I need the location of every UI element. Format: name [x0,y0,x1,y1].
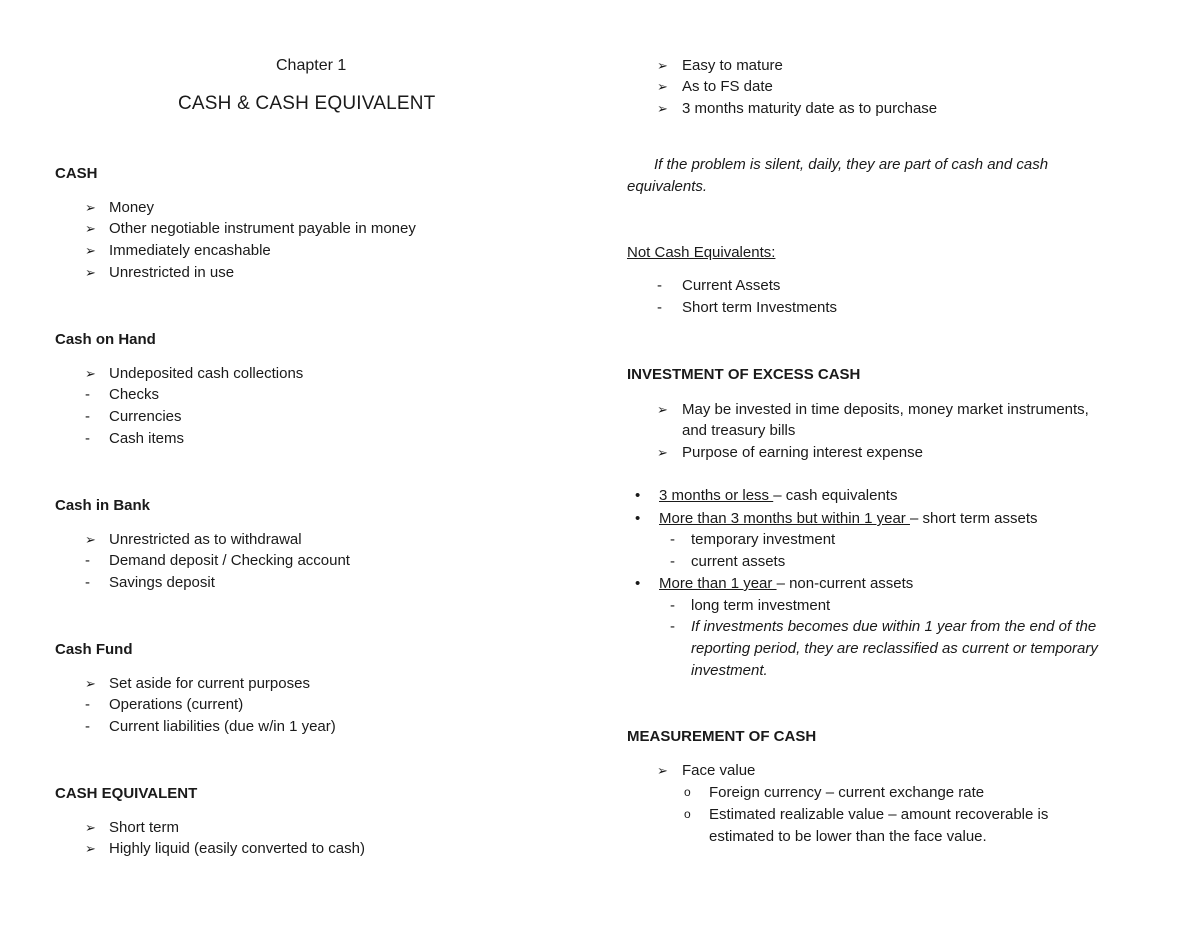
section-heading-measurement: MEASUREMENT OF CASH [627,728,817,745]
page-title: CASH & CASH EQUIVALENT [178,93,436,114]
dash-bullet-icon: - [85,408,90,425]
dot-bullet-icon: • [635,575,641,592]
chapter-label: Chapter 1 [276,57,347,74]
list-item: ➢ Other negotiable instrument payable in money [85,220,416,237]
list-cash-equivalent [85,817,565,860]
list-item: - Savings deposit [85,574,215,591]
list-item: - Current liabilities (due w/in 1 year) [85,718,336,735]
list-item: ➢ Easy to mature [657,57,783,74]
arrow-bullet-icon: ➢ [657,445,668,460]
list-item: May be invested in time deposits, money market instruments, [682,401,1089,418]
dash-bullet-icon: - [85,696,90,713]
list-item: Purpose of earning interest expense [682,444,923,461]
list-item: ➢ As to FS date [657,78,773,95]
list-cash-on-hand [85,363,565,450]
list-item: current assets [691,553,786,570]
list-item: ➢ Unrestricted in use [85,264,235,281]
dash-bullet-icon: - [670,618,675,635]
note-line: equivalents. [627,178,708,195]
list-cash-equivalent-continued [657,55,1157,120]
list-item-continued: investment. [691,662,768,679]
list-item-continued: estimated to be lower than the face value. [709,828,987,845]
list-item: - Current Assets [657,277,781,294]
list-item-continued: and treasury bills [682,422,796,439]
list-item: ➢ Immediately encashable [85,242,271,259]
arrow-bullet-icon: ➢ [85,820,96,835]
note-line: If the problem is silent, daily, they are part of cash and cash [654,156,1049,173]
not-cash-heading: Not Cash Equivalents: [627,244,776,261]
arrow-bullet-icon: ➢ [85,841,96,856]
dash-bullet-icon: - [85,386,90,403]
arrow-bullet-icon: ➢ [85,265,96,280]
arrow-bullet-icon: ➢ [657,402,668,417]
list-cash-in-bank [85,529,565,594]
dash-bullet-icon: - [670,597,675,614]
list-item: - Operations (current) [85,696,244,713]
section-heading-investment: INVESTMENT OF EXCESS CASH [627,366,861,383]
list-item: ➢ Money [85,199,155,216]
list-cash-fund [85,673,565,738]
list-item: More than 3 months but within 1 year – short term assets [659,510,1038,527]
list-item: ➢ Highly liquid (easily converted to cash) [85,840,365,857]
list-item: ➢ Unrestricted as to withdrawal [85,531,302,548]
list-not-cash [657,275,1157,319]
dash-bullet-icon: - [85,574,90,591]
list-item: - Currencies [85,408,182,425]
section-heading-cash-equivalent: CASH EQUIVALENT [55,785,198,802]
list-item: - Checks [85,386,160,403]
arrow-bullet-icon: ➢ [657,101,668,116]
list-item: ➢ Undeposited cash collections [85,365,304,382]
arrow-bullet-icon: ➢ [85,676,96,691]
dash-bullet-icon: - [85,430,90,447]
list-cash [85,197,565,284]
list-item: More than 1 year – non-current assets [659,575,914,592]
list-item: - Short term Investments [657,299,838,316]
section-heading-cash-on-hand: Cash on Hand [55,331,156,348]
list-item: long term investment [691,597,831,614]
list-item: - Demand deposit / Checking account [85,552,350,569]
section-heading-cash-fund: Cash Fund [55,641,133,658]
arrow-bullet-icon: ➢ [657,58,668,73]
circle-bullet-icon: o [684,785,691,799]
dash-bullet-icon: - [657,299,662,316]
list-item: temporary investment [691,531,836,548]
dash-bullet-icon: - [670,531,675,548]
section-heading-cash: CASH [55,165,98,182]
dash-bullet-icon: - [85,718,90,735]
dash-bullet-icon: - [657,277,662,294]
dot-bullet-icon: • [635,510,641,527]
list-item: Estimated realizable value – amount recoverable is [709,806,1049,823]
list-item: Face value [682,762,756,779]
dash-bullet-icon: - [670,553,675,570]
arrow-bullet-icon: ➢ [657,79,668,94]
list-item: 3 months or less – cash equivalents [659,487,898,504]
arrow-bullet-icon: ➢ [85,221,96,236]
list-item: ➢ Short term [85,819,180,836]
list-item-continued: reporting period, they are reclassified as current or temporary [691,640,1098,657]
list-item: ➢ 3 months maturity date as to purchase [657,100,938,117]
list-item: ➢ Set aside for current purposes [85,675,310,692]
arrow-bullet-icon: ➢ [85,243,96,258]
arrow-bullet-icon: ➢ [657,763,668,778]
dash-bullet-icon: - [85,552,90,569]
arrow-bullet-icon: ➢ [85,532,96,547]
section-heading-cash-in-bank: Cash in Bank [55,497,151,514]
arrow-bullet-icon: ➢ [85,200,96,215]
dot-bullet-icon: • [635,487,641,504]
list-item: Foreign currency – current exchange rate [709,784,985,801]
circle-bullet-icon: o [684,807,691,821]
list-item: - Cash items [85,430,185,447]
list-item: If investments becomes due within 1 year from the end of the [691,618,1097,635]
arrow-bullet-icon: ➢ [85,366,96,381]
